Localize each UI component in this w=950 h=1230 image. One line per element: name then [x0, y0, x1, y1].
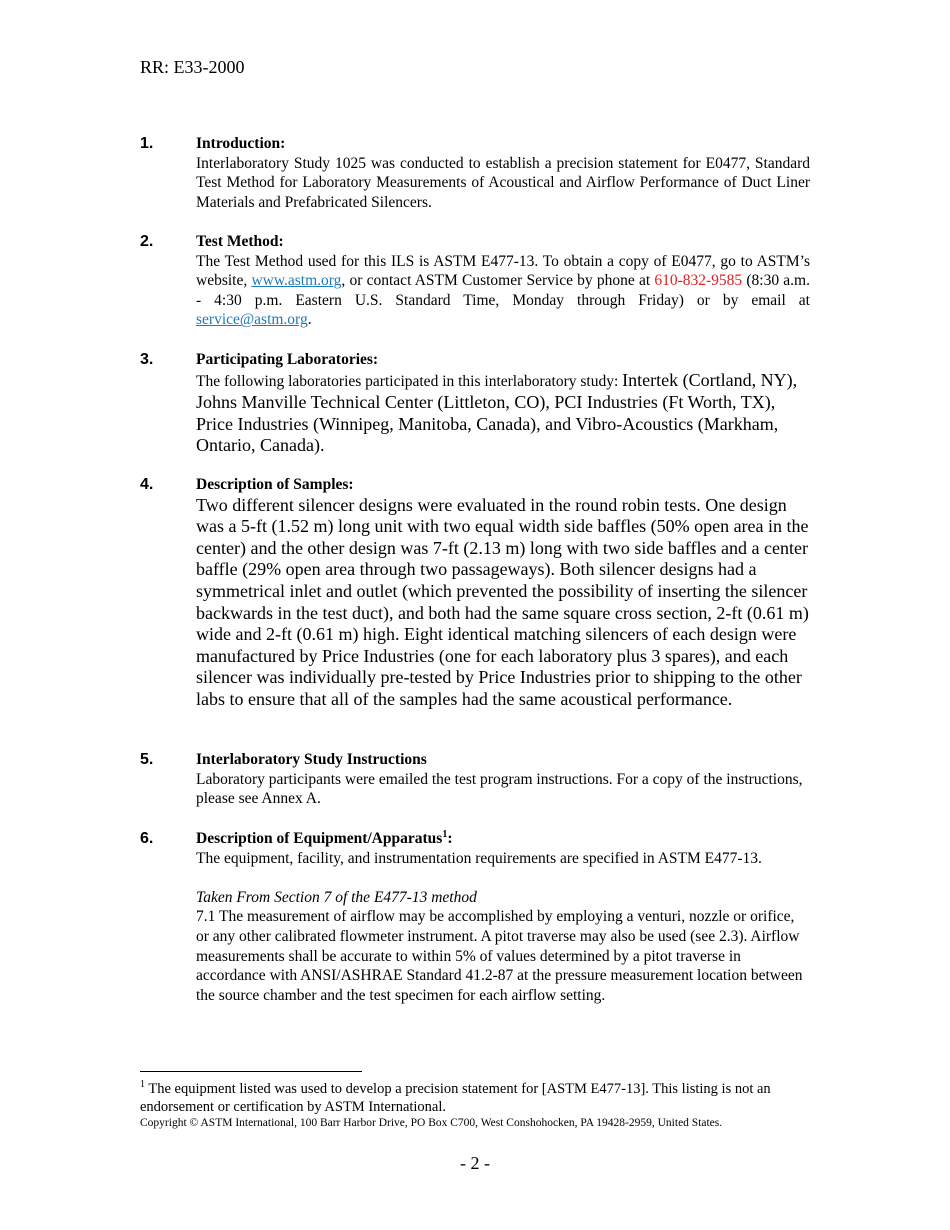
footnote-marker: 1 — [140, 1079, 145, 1091]
text-run: : — [447, 830, 453, 847]
copyright-notice: Copyright © ASTM International, 100 Barr Harbor Drive, PO Box C700, West Conshohocken, PA 19428-2959, United States. — [140, 1117, 723, 1129]
section-equipment-apparatus — [140, 829, 810, 1005]
section-text: The equipment, facility, and instrumentation requirements are specified in ASTM E477-13. — [196, 849, 762, 867]
page-number: - 2 - — [460, 1153, 490, 1173]
text-run: The following laboratories participated in this interlaboratory study: — [196, 372, 623, 390]
text-run: (8:30 a.m. - 4:30 p.m. Eastern U.S. Standard Time, Monday through Friday) or by email at — [196, 272, 810, 309]
text-run: . — [307, 311, 312, 329]
section-title: Participating Laboratories: — [196, 351, 379, 368]
footnote-separator — [140, 1071, 362, 1072]
section-title: Description of Samples: — [196, 476, 354, 493]
section-number: 3. — [140, 351, 154, 368]
section-text — [196, 252, 810, 330]
section-title: Test Method: — [196, 233, 284, 250]
section-description-of-samples — [140, 475, 810, 711]
report-id: RR: E33-2000 — [140, 57, 245, 77]
quote-text: 7.1 The measurement of airflow may be accomplished by employing a venturi, nozzle or orifice, or any other calibrated flowmeter instrument. A pitot traverse may also be used (see 2.3). Airflow measurements shall be accurate to within 5% of values determined by a pitot traverse in accordance with ANSI/ASHRAE Standard 41.2-87 at the pressure measurement location between the source chamber and the test specimen for each airflow setting. — [196, 908, 803, 1004]
section-number: 5. — [140, 751, 154, 768]
section-text: Interlaboratory Study 1025 was conducted to establish a precision statement for E0477, Standard Test Method for Laboratory Measurements of Acoustical and Airflow Performance of Duct Liner Materials and Prefabricated Silencers. — [196, 154, 810, 211]
section-introduction — [140, 134, 810, 212]
section-number: 2. — [140, 233, 154, 250]
footnote-text: The equipment listed was used to develop a precision statement for [ASTM E477-13]. This listing is not an endorsement or certification by ASTM International. — [140, 1081, 771, 1115]
section-ils-instructions — [140, 750, 810, 809]
section-title: Introduction: — [196, 135, 286, 152]
section-text: Two different silencer designs were evaluated in the round robin tests. One design was a 5-ft (1.52 m) long unit with two equal width side baffles (50% open area in the center) and the other design was 7-ft (2.13 m) long with two side baffles and a center baffle (29% open area through two passageways). Both silencer designs had a symmetrical inlet and outlet (which prevented the possibility of inserting the silencer backwards in the test duct), and both had the same square cross section, 2-ft (0.61 m) wide and 2-ft (0.61 m) high. Eight identical matching silencers of each design were manufactured by Price Industries (one for each laboratory plus 3 spares), and each silencer was individually pre-tested by Price Industries prior to shipping to the other labs to ensure that all of the samples had the same acoustical performance. — [196, 494, 809, 709]
text-run: The Test Method used for this ILS is ASTM E477-13. To obtain a copy of E0477, go to ASTM’s website, — [196, 252, 810, 290]
quote-heading: Taken From Section 7 of the E477-13 method — [196, 888, 477, 906]
section-text: Laboratory participants were emailed the test program instructions. For a copy of the instructions, please see Annex A. — [196, 770, 803, 808]
section-title — [196, 829, 810, 849]
footnote-reference: 1 — [442, 828, 448, 840]
section-number: 6. — [140, 830, 154, 847]
section-test-method — [140, 232, 810, 330]
text-run: , or contact ASTM Customer Service by phone at — [341, 272, 655, 290]
customer-service-phone: 610-832-9585 — [654, 272, 743, 290]
section-text — [196, 370, 810, 457]
section-title: Interlaboratory Study Instructions — [196, 751, 427, 768]
service-email-link[interactable]: service@astm.org — [196, 311, 308, 329]
footnote — [140, 1080, 812, 1116]
astm-website-link[interactable]: www.astm.org — [251, 272, 342, 290]
text-run: Description of Equipment/Apparatus — [196, 830, 443, 847]
section-participating-laboratories — [140, 350, 810, 457]
section-number: 1. — [140, 135, 154, 152]
section-number: 4. — [140, 476, 154, 493]
laboratory-list: Intertek (Cortland, NY), Johns Manville Technical Center (Littleton, CO), PCI Industries (Ft Worth, TX), Price Industries (Winnipeg, Manitoba, Canada), and Vibro-Acoustics (Markham, Ontario, Canada). — [196, 369, 798, 456]
